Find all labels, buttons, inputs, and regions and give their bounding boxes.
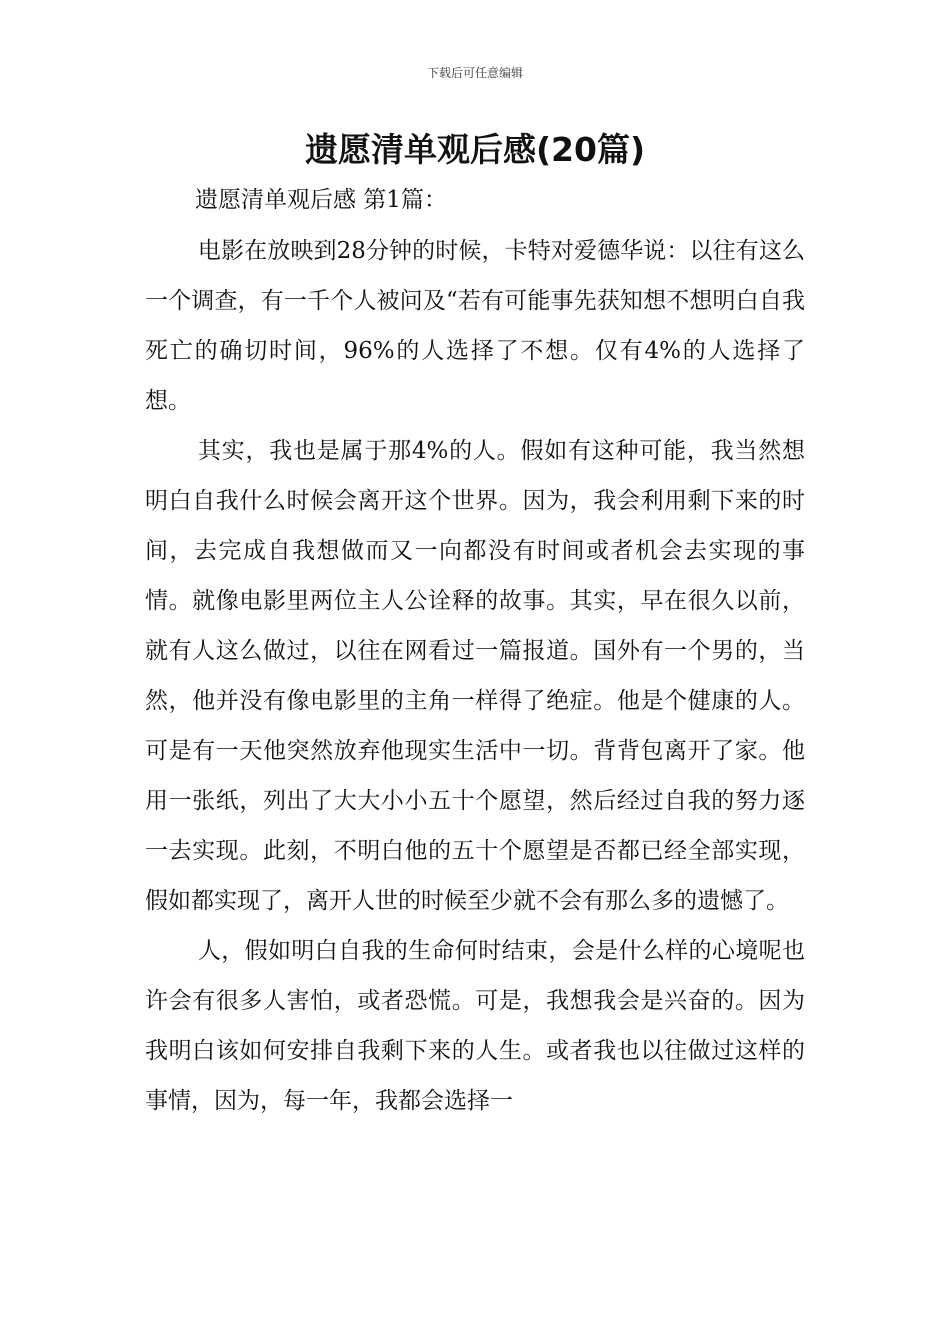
document-body [145, 226, 805, 1126]
document-title: 遗愿清单观后感(20篇) [304, 130, 646, 169]
section-subtitle: 遗愿清单观后感 第1篇： [195, 187, 447, 213]
page-header-note: 下载后可任意编辑 [426, 66, 523, 80]
paragraph: 其实，我也是属于那4%的人。假如有这种可能，我当然想明白自我什么时候会离开这个世界。因为，我会利用剩下来的时间，去完成自我想做而又一向都没有时间或者机会去实现的事情。就像电影里两位主人公诠释的故事。其实，早在很久以前，就有人这么做过，以往在网看过一篇报道。国外有一个男的，当然，他并没有像电影里的主角一样得了绝症。他是个健康的人。可是有一天他突然放弃他现实生活中一切。背背包离开了家。他用一张纸，列出了大大小小五十个愿望，然后经过自我的努力逐一去实现。此刻，不明白他的五十个愿望是否都已经全部实现，假如都实现了，离开人世的时候至少就不会有那么多的遗憾了。 [145, 438, 805, 914]
paragraph: 人，假如明白自我的生命何时结束，会是什么样的心境呢也许会有很多人害怕，或者恐慌。可是，我想我会是兴奋的。因为我明白该如何安排自我剩下来的人生。或者我也以往做过这样的事情，因为，每一年，我都会选择一 [145, 938, 805, 1114]
paragraph: 电影在放映到28分钟的时候，卡特对爱德华说：以往有这么一个调查，有一千个人被问及“若有可能事先获知想不想明白自我死亡的确切时间，96%的人选择了不想。仅有4%的人选择了想。 [145, 238, 805, 414]
